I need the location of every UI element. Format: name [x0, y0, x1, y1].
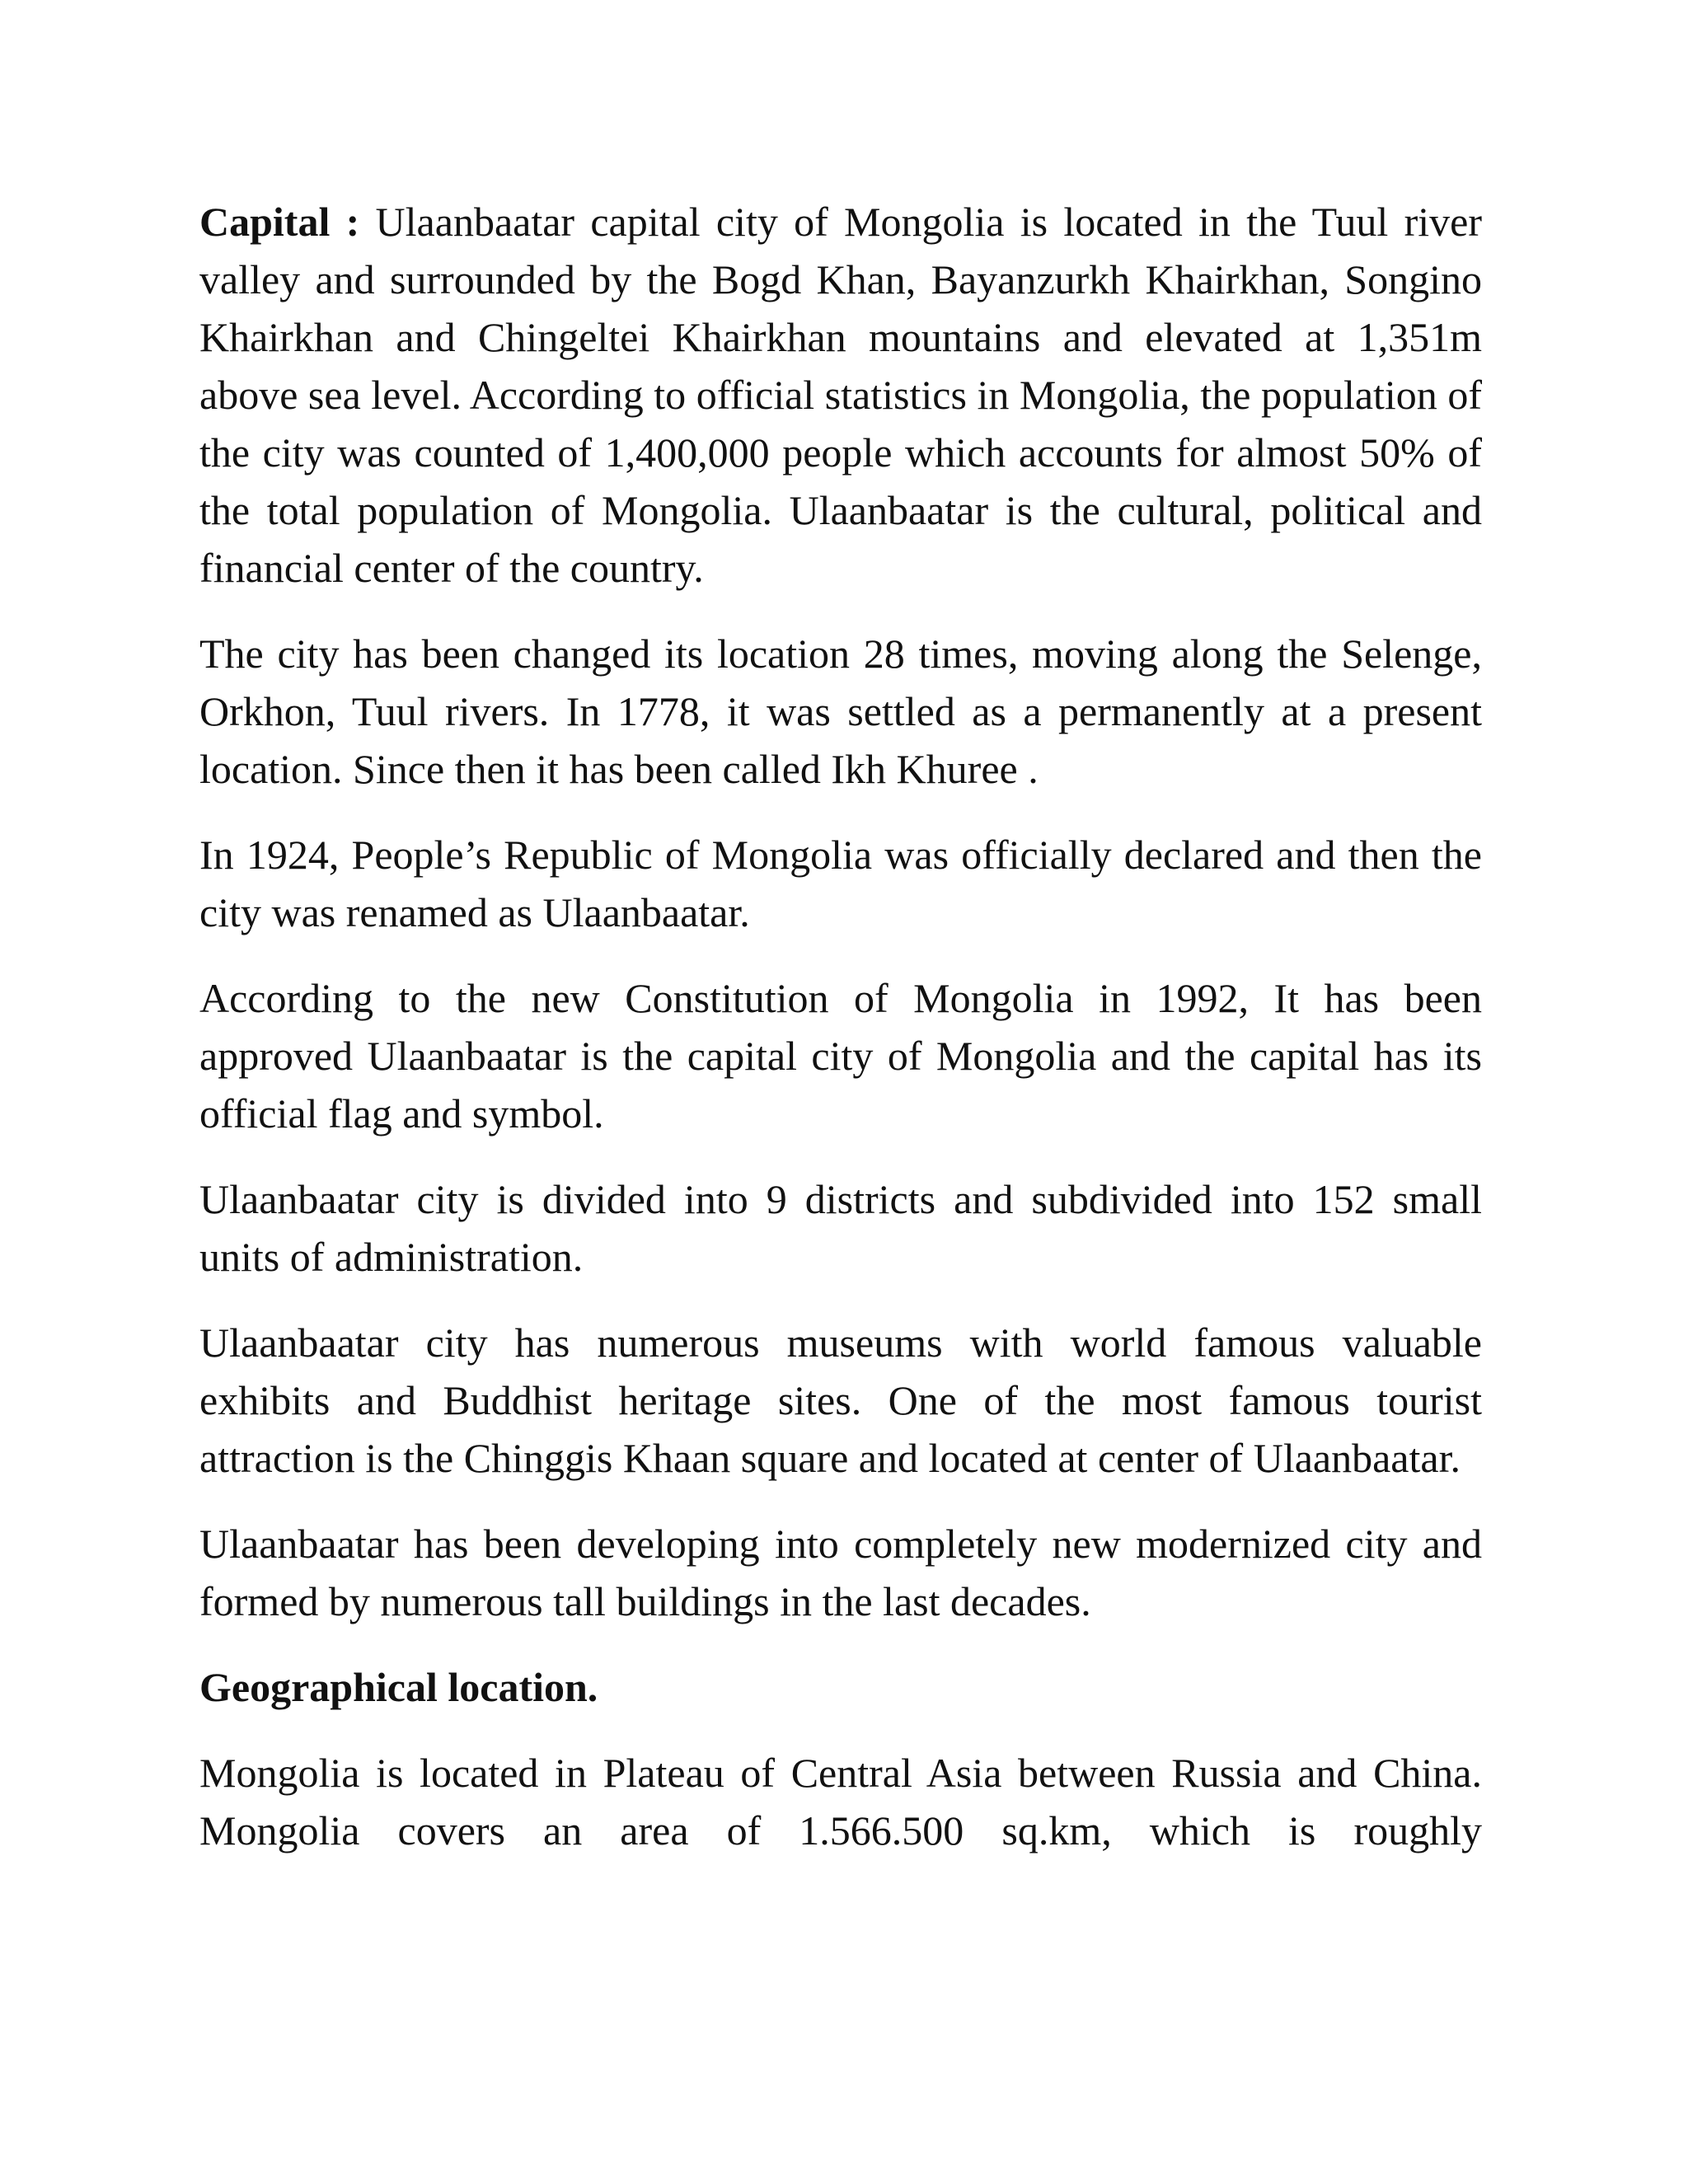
document-body — [199, 193, 1482, 1887]
history-location-paragraph: The city has been changed its location 28 times, moving along the Selenge, Orkhon, Tuul rivers. In 1778, it was settled as a permanently at a present location. Since then it has been called Ikh Khuree . — [199, 630, 1482, 792]
republic-paragraph: In 1924, People’s Republic of Mongolia was officially declared and then the city was renamed as Ulaanbaatar. — [199, 832, 1482, 935]
constitution-paragraph: According to the new Constitution of Mongolia in 1992, It has been approved Ulaanbaatar is the capital city of Mongolia and the capital has its official flag and symbol. — [199, 975, 1482, 1137]
capital-label: Capital : — [199, 199, 360, 245]
geographical-location-heading: Geographical location. — [199, 1664, 598, 1710]
districts-paragraph: Ulaanbaatar city is divided into 9 districts and subdivided into 152 small units of administration. — [199, 1176, 1482, 1280]
capital-text: Ulaanbaatar capital city of Mongolia is located in the Tuul river valley and surrounded by the Bogd Khan, Bayanzurkh Khairkhan, Songino Khairkhan and Chingeltei Khairkhan mountains and elevated at 1,351m above sea level. According to official statistics in Mongolia, the population of the city was counted of 1,400,000 people which accounts for almost 50% of the total population of Mongolia. Ulaanbaatar is the cultural, political and financial center of the country. — [199, 199, 1482, 591]
development-paragraph: Ulaanbaatar has been developing into completely new modernized city and formed by numerous tall buildings in the last decades. — [199, 1521, 1482, 1624]
geographical-location-paragraph: Mongolia is located in Plateau of Central Asia between Russia and China. Mongolia covers an area of 1.566.500 sq.km, which is roughly — [199, 1750, 1482, 1854]
museums-paragraph: Ulaanbaatar city has numerous museums with world famous valuable exhibits and Buddhist heritage sites. One of the most famous tourist attraction is the Chinggis Khaan square and located at center of Ulaanbaatar. — [199, 1319, 1482, 1481]
capital-paragraph — [199, 193, 1482, 597]
